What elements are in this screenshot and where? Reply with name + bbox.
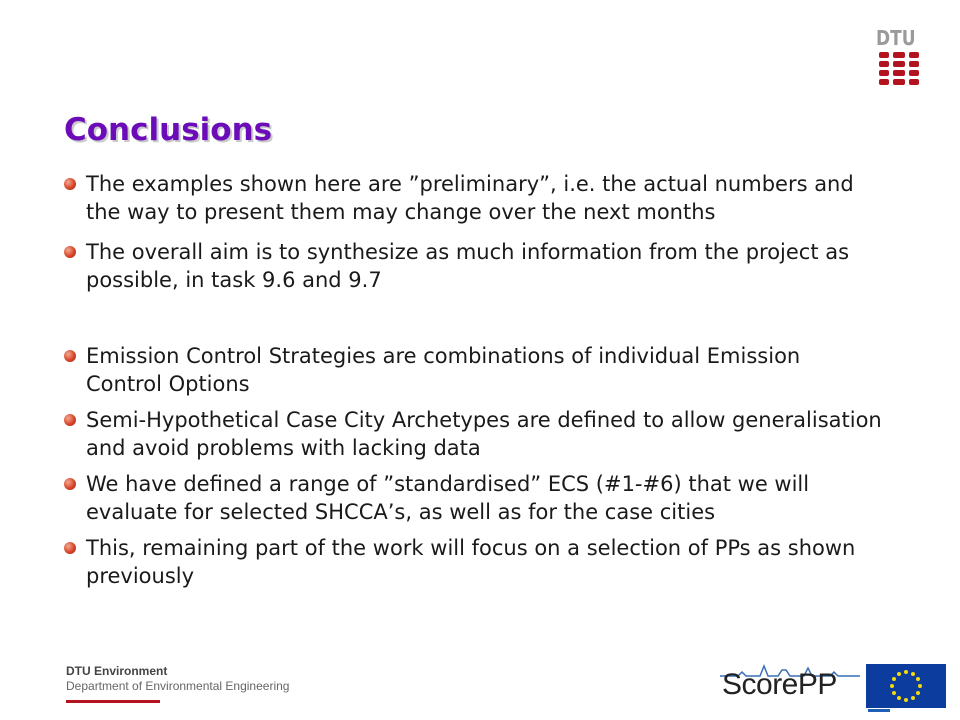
bullet-item — [62, 342, 882, 398]
bullet-list — [62, 170, 882, 590]
dtu-stripes-icon — [879, 52, 919, 86]
bullet-text: Semi-Hypothetical Case City Archetypes are defined to allow generalisation and avoid problems with lacking data — [86, 408, 882, 460]
scorepp-logo — [720, 662, 860, 710]
eu-flag-icon — [866, 664, 946, 714]
bullet-text: The examples shown here are ”preliminary”, i.e. the actual numbers and the way to present them may change over the next months — [86, 172, 854, 224]
footer-red-rule — [66, 700, 160, 703]
bullet-dot-icon — [64, 414, 76, 426]
department-name: DTU Environment — [66, 664, 168, 678]
bullet-dot-icon — [64, 478, 76, 490]
bullet-dot-icon — [64, 178, 76, 190]
bullet-text: This, remaining part of the work will focus on a selection of PPs as shown previously — [86, 536, 856, 588]
bullet-item — [62, 534, 882, 590]
slide-title: Conclusions — [64, 112, 273, 148]
eu-flag — [866, 664, 946, 714]
scorepp-logo-text: ScorePP — [722, 668, 837, 701]
bullet-dot-icon — [64, 542, 76, 554]
bullet-item — [62, 238, 882, 294]
bullet-text: The overall aim is to synthesize as much information from the project as possible, in task 9.6 and 9.7 — [86, 240, 850, 292]
bullet-item — [62, 406, 882, 462]
department-subtitle: Department of Environmental Engineering — [66, 679, 290, 693]
bullet-item — [62, 170, 882, 226]
dtu-logo — [876, 28, 924, 88]
bullet-text: We have defined a range of ”standardised” ECS (#1-#6) that we will evaluate for selected SHCCA’s, as well as for the case cities — [86, 472, 810, 524]
dtu-logo-text: DTU — [876, 26, 916, 50]
bullet-item — [62, 470, 882, 526]
bullet-text: Emission Control Strategies are combinations of individual Emission Control Options — [86, 344, 801, 396]
footer-department — [66, 664, 289, 694]
bullet-dot-icon — [64, 246, 76, 258]
bullet-dot-icon — [64, 350, 76, 362]
